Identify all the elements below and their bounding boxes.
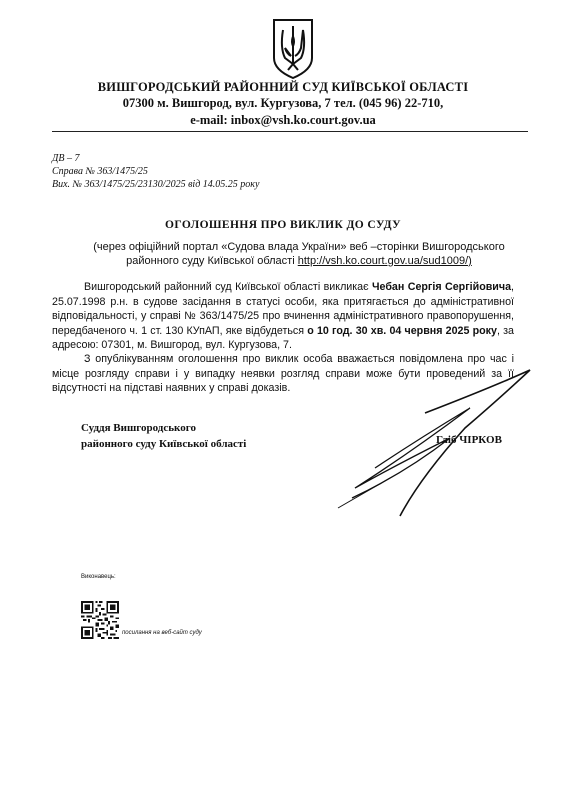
outgoing-number: Вих. № 363/1475/25/23130/2025 від 14.05.25 року	[52, 179, 260, 190]
p1-text-b: , 25.07.1998 р.н. в судове засідання в статусі особи, яка притягається до адміністративної відповідальності, у справі № 363/1475/25 про вчинення адміністративного правопорушення, передбаченого ч. 1 ст. 130 КУпАП, яке відбудеться	[52, 281, 514, 337]
court-name: ВИШГОРОДСЬКИЙ РАЙОННИЙ СУД КИЇВСЬКОЇ ОБЛАСТІ	[97, 80, 469, 94]
judge-name: Гліб ЧІРКОВ	[436, 434, 502, 446]
hearing-datetime: о 10 год. 30 хв. 04 червня 2025 року	[307, 324, 497, 337]
p2-text: З опублікуванням оголошення про виклик особа вважається повідомлена про час і місце розгляду справи і у випадку неявки розгляд справи може бути проведений за її відсутності на підставі наявних у справі доказів.	[52, 353, 514, 395]
judge-title-line2: районного суду Київської області	[81, 438, 247, 450]
notice-subtitle	[84, 241, 514, 268]
coat-of-arms-trident-icon	[271, 18, 315, 80]
case-number: Справа № 363/1475/25	[52, 166, 148, 177]
court-address: 07300 м. Вишгород, вул. Кургузова, 7 тел. (045 96) 22-710,	[122, 96, 444, 110]
judge-title	[81, 420, 246, 452]
handwritten-signature	[260, 368, 560, 518]
court-website-link[interactable]: http://vsh.ko.court.gov.ua/sud1009/)	[297, 254, 472, 267]
person-name: Чебан Сергія Сергійовича	[372, 281, 512, 293]
summons-paragraph	[52, 280, 514, 353]
p1-text-a: Вишгородський районний суд Київської області викликає	[84, 281, 373, 293]
document-code: ДВ – 7	[52, 153, 80, 164]
qr-caption: посилання на веб-сайт суду	[122, 630, 202, 636]
header-divider	[52, 131, 528, 132]
p1-text-c: , за адресою: 07301, м. Вишгород, вул. Кургузова, 7.	[52, 324, 514, 352]
judge-title-line1: Суддя Вишгородського	[81, 422, 196, 434]
subtitle-text: (через офіційний портал «Судова влада України» веб –сторінки Вишгородського районного суду Київської області	[93, 241, 505, 267]
executor-label: Виконавець:	[81, 574, 116, 580]
notice-title: ОГОЛОШЕННЯ ПРО ВИКЛИК ДО СУДУ	[165, 219, 401, 231]
qr-code-icon[interactable]	[81, 601, 119, 639]
court-email: e-mail: inbox@vsh.ko.court.gov.ua	[190, 113, 376, 127]
